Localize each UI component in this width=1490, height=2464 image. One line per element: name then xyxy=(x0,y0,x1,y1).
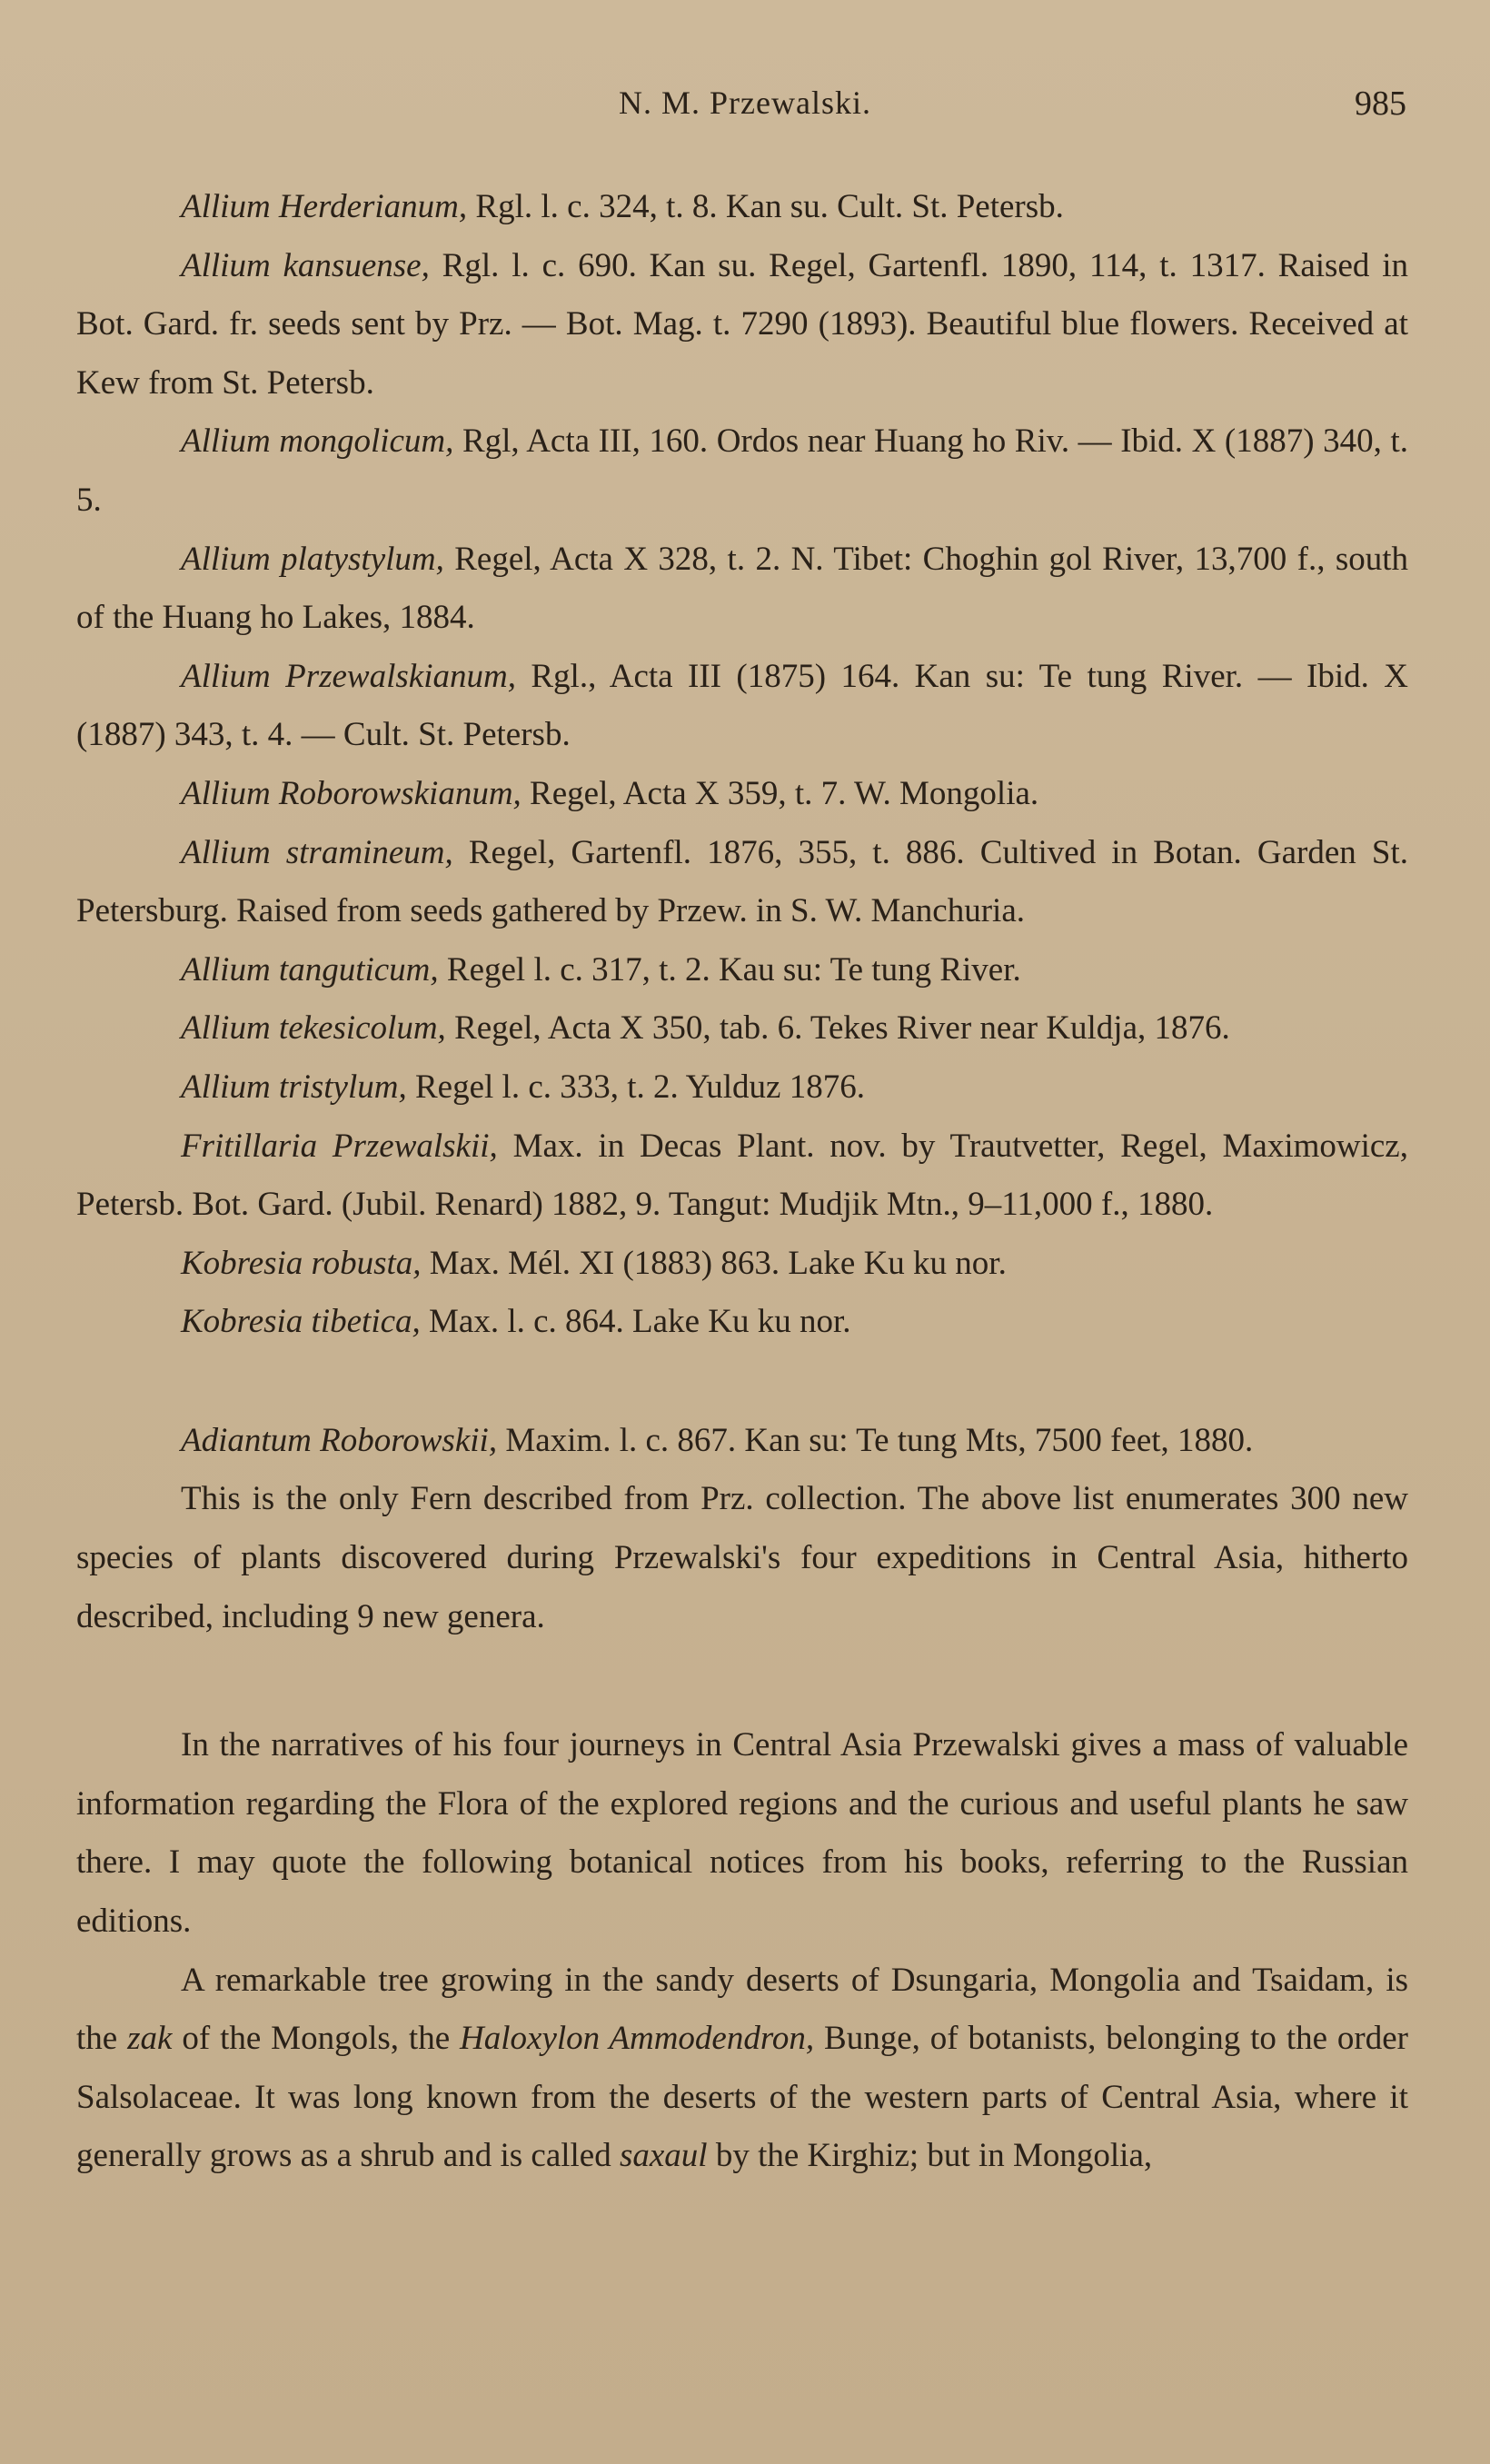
species-name: Allium kansuense, xyxy=(181,246,430,284)
section-gap xyxy=(76,1646,1408,1716)
species-name: Allium Herderianum, xyxy=(181,188,468,225)
fern-note: This is the only Fern described from Prz. collection. The above list enumerates 300 new species of plants discovered during Przewalski's four expeditions in Central Asia, hitherto described, including 9 new genera. xyxy=(76,1480,1408,1635)
body-text xyxy=(76,178,1408,2186)
species-name: Adiantum Roborowskii, xyxy=(181,1421,498,1459)
species-name: Allium tanguticum, xyxy=(181,950,439,989)
species-entry xyxy=(76,237,1408,413)
species-entry xyxy=(76,1235,1408,1294)
species-entry xyxy=(76,648,1408,765)
species-citation: Regel, Acta X 350, tab. 6. Tekes River near Kuldja, 1876. xyxy=(445,1009,1230,1048)
running-head: N. M. Przewalski. xyxy=(619,84,871,121)
narrative-paragraph xyxy=(76,1952,1408,2186)
species-citation: Rgl. l. c. 324, t. 8. Kan su. Cult. St. Petersb. xyxy=(467,188,1064,225)
italic-term: Haloxylon Ammodendron, xyxy=(460,2020,815,2058)
species-name: Allium Roborowskianum, xyxy=(181,774,522,812)
narrative-paragraph: In the narratives of his four journeys in Central Asia Przewalski gives a mass of valuable information regarding the Flora of the explored regions and the curious and useful plants he saw there. I may quote the following botanical notices from his books, referring to the Russian editions. xyxy=(76,1726,1408,1941)
species-citation: Rgl., Acta III (1875) 164. Kan su: Te tung River. — Ibid. X (1887) 343, t. 4. — Cult. St. Petersb. xyxy=(76,657,1408,754)
species-name: Allium tristylum, xyxy=(181,1068,407,1106)
italic-term: zak xyxy=(127,2020,173,2058)
species-citation: Rgl, Acta III, 160. Ordos near Huang ho Riv. — Ibid. X (1887) 340, t. 5. xyxy=(76,422,1408,519)
species-entry xyxy=(76,1293,1408,1352)
species-entry xyxy=(76,1058,1408,1118)
species-entry xyxy=(76,412,1408,530)
species-citation: Rgl. l. c. 690. Kan su. Regel, Gartenfl. 1890, 114, t. 1317. Raised in Bot. Gard. fr. seeds sent by Prz. — Bot. Mag. t. 7290 (1893). Beautiful blue flowers. Received at Kew from St. Petersb. xyxy=(76,246,1408,402)
species-name: Fritillaria Przewalskii, xyxy=(181,1127,498,1165)
species-entry xyxy=(76,178,1408,237)
species-name: Allium platystylum, xyxy=(181,540,444,578)
species-citation: Regel l. c. 317, t. 2. Kau su: Te tung River. xyxy=(438,950,1021,989)
page-header xyxy=(0,84,1490,138)
species-name: Allium stramineum, xyxy=(181,833,453,871)
species-citation: Max. Mél. XI (1883) 863. Lake Ku ku nor. xyxy=(421,1244,1007,1282)
species-name: Kobresia tibetica, xyxy=(181,1303,421,1341)
fern-entry xyxy=(76,1412,1408,1471)
page-number: 985 xyxy=(1355,84,1406,123)
species-citation: Max. in Decas Plant. nov. by Trautvetter, Regel, Maximowicz, Petersb. Bot. Gard. (Jubil. Renard) 1882, 9. Tangut: Mudjik Mtn., 9–11,000 f., 1880. xyxy=(76,1127,1408,1224)
species-citation: Regel, Acta X 359, t. 7. W. Mongolia. xyxy=(521,774,1039,812)
species-entry xyxy=(76,765,1408,824)
species-name: Allium tekesicolum, xyxy=(181,1009,446,1048)
species-citation: Maxim. l. c. 867. Kan su: Te tung Mts, 7500 feet, 1880. xyxy=(497,1421,1254,1459)
narrative-text: Bunge, of botanists, belonging to the order Salsolaceae. It was long known from the deserts of the western parts of Central Asia, where it generally grows as a shrub and is called xyxy=(76,2020,1408,2175)
narrative-text: by the Kirghiz; but in Mongolia, xyxy=(707,2137,1153,2175)
species-entry xyxy=(76,999,1408,1058)
species-entry xyxy=(76,941,1408,1000)
narrative-text: of the Mongols, the xyxy=(172,2020,461,2058)
species-name: Allium mongolicum, xyxy=(181,422,454,461)
species-entry xyxy=(76,824,1408,941)
italic-term: saxaul xyxy=(619,2137,708,2175)
species-citation: Max. l. c. 864. Lake Ku ku nor. xyxy=(420,1303,851,1341)
species-entry xyxy=(76,1118,1408,1235)
species-name: Allium Przewalskianum, xyxy=(181,657,516,695)
section-gap xyxy=(76,1352,1408,1412)
species-citation: Regel, Acta X 328, t. 2. N. Tibet: Choghin gol River, 13,700 f., south of the Huang ho Lakes, 1884. xyxy=(76,540,1408,637)
species-entry xyxy=(76,531,1408,648)
species-name: Kobresia robusta, xyxy=(181,1244,422,1282)
narrative-text: A remarkable tree growing in the sandy deserts of Dsungaria, Mongolia and Tsaidam, is the xyxy=(76,1961,1408,2058)
species-citation: Regel l. c. 333, t. 2. Yulduz 1876. xyxy=(406,1068,865,1106)
species-citation: Regel, Gartenfl. 1876, 355, t. 886. Cultived in Botan. Garden St. Petersburg. Raised from seeds gathered by Przew. in S. W. Manchuria. xyxy=(76,833,1408,930)
